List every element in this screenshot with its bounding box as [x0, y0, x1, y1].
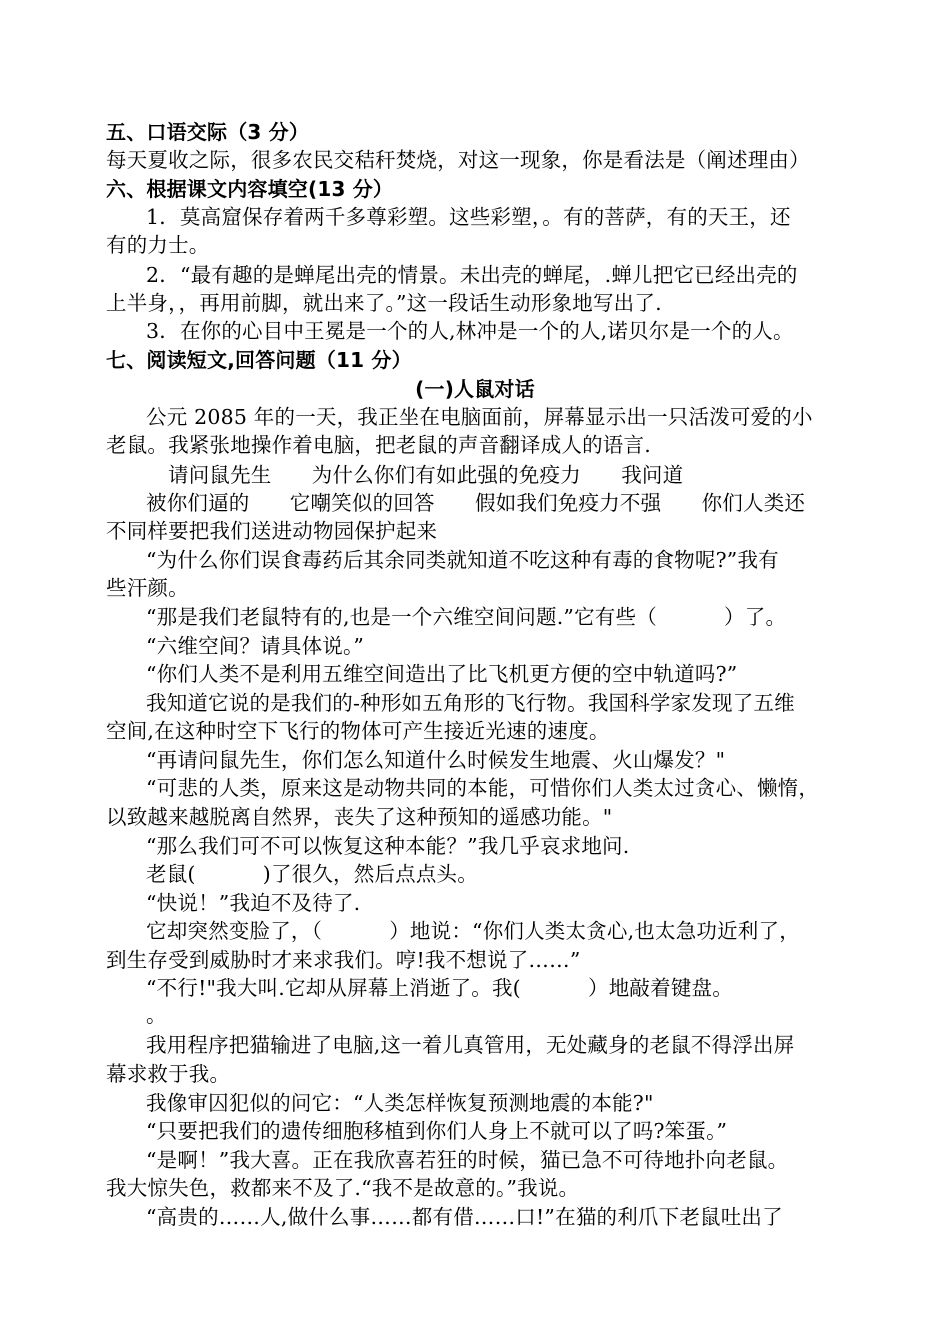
paragraph-line: 1．莫高窟保存着两千多尊彩塑。这些彩塑，。有的菩萨，有的天王，还 [146, 205, 791, 229]
paragraph-line: 我知道它说的是我们的-种形如五角形的飞行物。我国科学家发现了五维 [146, 691, 795, 715]
paragraph-line: “只要把我们的遗传细胞移植到你们人身上不就可以了吗?笨蛋。” [146, 1119, 728, 1143]
paragraph-line: “高贵的……人,做什么事……都有借……口!”在猫的利爪下老鼠吐出了 [146, 1205, 783, 1229]
paragraph-line: “可悲的人类，原来这是动物共同的本能，可惜你们人类太过贪心、懒惰， [146, 776, 820, 800]
paragraph-line: “再请问鼠先生，你们怎么知道什么时候发生地震、火山爆发？" [146, 748, 726, 772]
paragraph-line: 2．“最有趣的是蝉尾出壳的情景。未出壳的蝉尾，.蝉儿把它已经出壳的 [146, 263, 798, 287]
paragraph-line: “是啊！”我大喜。正在我欣喜若狂的时候，猫已急不可待地扑向老鼠。 [146, 1148, 789, 1172]
paragraph-line: 我大惊失色，救都来不及了.“我不是故意的。”我说。 [106, 1176, 580, 1200]
paragraph-line: “六维空间？请具体说。” [146, 634, 365, 658]
paragraph-line: 不同样要把我们送进动物园保护起来 [106, 519, 438, 543]
paragraph-line: 些汗颜。 [106, 576, 189, 600]
section-5-heading: 五、口语交际（3 分） [106, 120, 310, 144]
paragraph-line: “不行!"我大叫.它却从屏幕上消逝了。我( ）地敲着键盘。 [146, 976, 733, 1000]
paragraph-line: “为什么你们误食毒药后其余同类就知道不吃这种有毒的食物呢?”我有 [146, 548, 779, 572]
passage-title: (一)人鼠对话 [415, 377, 535, 401]
paragraph-line: 老鼠。我紧张地操作着电脑，把老鼠的声音翻译成人的语言. [106, 433, 651, 457]
paragraph-line: “你们人类不是利用五维空间造出了比飞机更方便的空中轨道吗?” [146, 662, 738, 686]
paragraph-line: 它却突然变脸了，（ ）地说：“你们人类太贪心,也太急功近利了， [146, 919, 800, 943]
section-6-heading: 六、根据课文内容填空(13 分） [106, 177, 394, 201]
paragraph-line: 我像审囚犯似的问它：“人类怎样恢复预测地震的本能?" [146, 1091, 654, 1115]
paragraph-line: 公元 2085 年的一天，我正坐在电脑面前，屏幕显示出一只活泼可爱的小 [146, 405, 813, 429]
paragraph-line: 以致越来越脱离自然界，丧失了这种预知的遥感功能。" [106, 805, 613, 829]
paragraph-line: 请问鼠先生 为什么你们有如此强的免疫力 我问道 [168, 463, 684, 487]
section-7-heading: 七、阅读短文,回答问题（11 分） [106, 348, 412, 372]
paragraph-line: “快说！”我迫不及待了. [146, 891, 361, 915]
paragraph-line: 。 [146, 1003, 167, 1027]
paragraph-line: 空间,在这种时空下飞行的物体可产生接近光速的速度。 [106, 719, 610, 743]
paragraph-line: 到生存受到威胁时才来求我们。哼!我不想说了……” [106, 948, 581, 972]
paragraph-line: 被你们逼的 它嘲笑似的回答 假如我们免疫力不强 你们人类还 [146, 491, 806, 515]
paragraph-line: “那是我们老鼠特有的,也是一个六维空间问题.”它有些（ ）了。 [146, 605, 787, 629]
paragraph-line: 上半身，，再用前脚，就出来了。”这一段话生动形象地写出了. [106, 291, 662, 315]
paragraph-line: 幕求救于我。 [106, 1062, 231, 1086]
paragraph-line: 我用程序把猫输进了电脑,这一着儿真管用，无处藏身的老鼠不得浮出屏 [146, 1033, 795, 1057]
paragraph-line: 每天夏收之际，很多农民交秸秆焚烧，对这一现象，你是看法是（阐述理由） [106, 148, 810, 172]
paragraph-line: 3．在你的心目中王冕是一个的人,林冲是一个的人,诺贝尔是一个的人。 [146, 319, 794, 343]
paragraph-line: 有的力士。 [106, 233, 210, 257]
paragraph-line: “那么我们可不可以恢复这种本能？”我几乎哀求地问. [146, 834, 630, 858]
paragraph-line: 老鼠( )了很久，然后点点头。 [146, 862, 478, 886]
